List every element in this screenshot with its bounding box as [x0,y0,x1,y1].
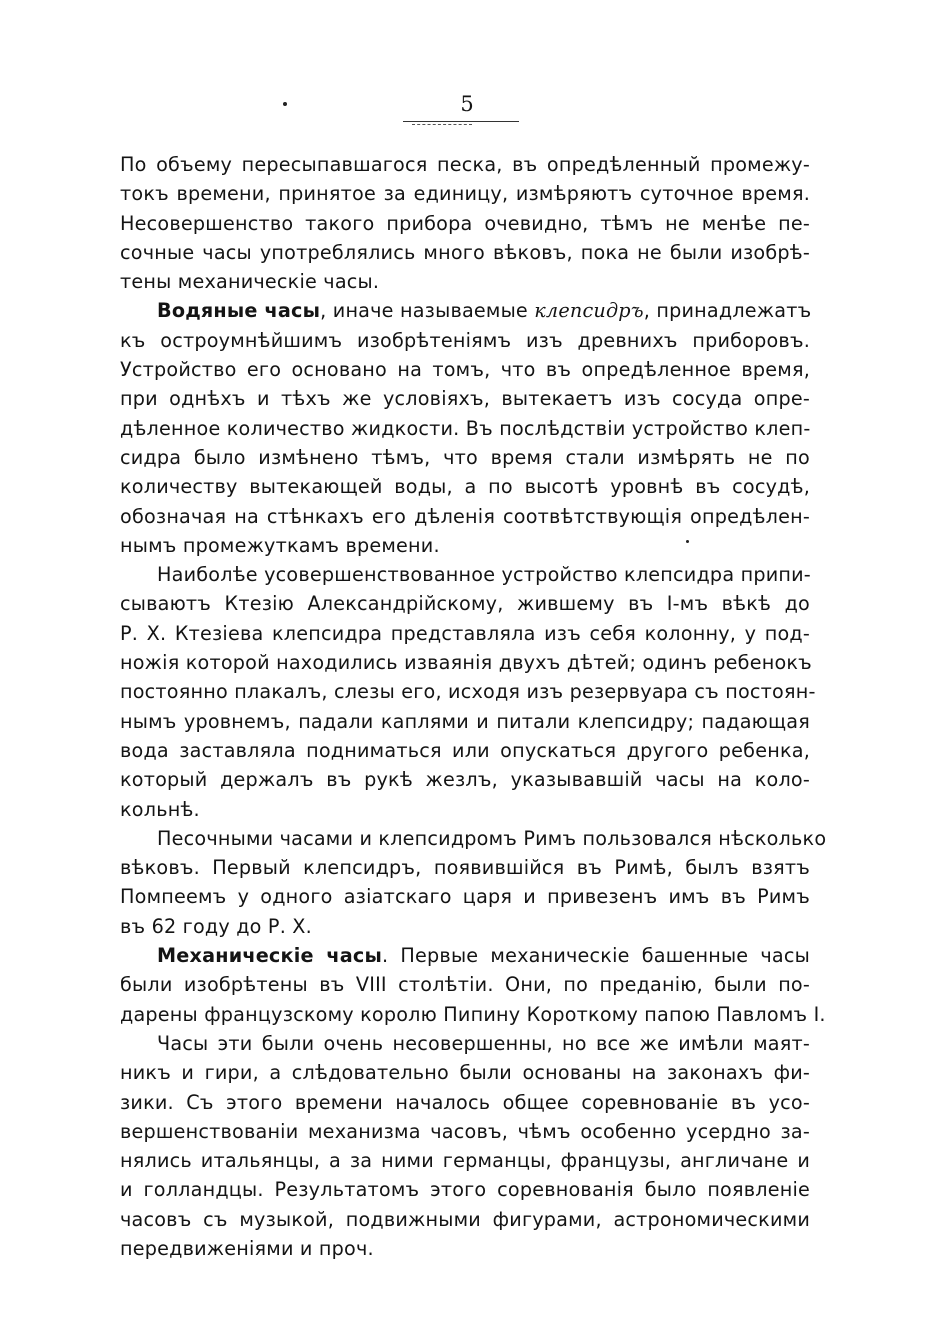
text-line: въ 62 году до Р. Х. [120,914,312,938]
text-line: сываютъ Ктезію Александрійскому, жившему въ I-мъ вѣкѣ до [120,592,810,616]
text-line: вода заставляла подниматься или опускаться другого ребенка, [120,738,810,762]
paragraph [120,296,810,560]
header-rule-dashed [412,124,472,125]
text-line: сидра было измѣнено тѣмъ, что время стали измѣрять не по [120,445,810,469]
text-line: кольнѣ. [120,797,200,821]
text-line: къ остроумнѣйшимъ изобрѣтеніямъ изъ древнихъ приборовъ. [120,328,810,352]
header-rule [403,121,519,122]
text-line: количеству вытекающей воды, а по высотѣ уровнѣ въ сосудѣ, [120,475,810,499]
text-line: Несовершенство такого прибора очевидно, тѣмъ не менѣе пе- [120,211,810,235]
text-line: постоянно плакалъ, слезы его, исходя изъ резервуара съ постоян- [120,680,816,704]
text-line: Песочными часами и клепсидромъ Римъ пользовался нѣсколько [157,826,827,850]
text-line: вѣковъ. Первый клепсидръ, появившійся въ Римѣ, былъ взятъ [120,856,810,880]
text-line: дарены французскому королю Пипину Короткому папою Павломъ I. [120,1002,826,1026]
text-line: вершенствованіи механизма часовъ, чѣмъ особенно усердно за- [120,1119,810,1143]
text-fragment: . Первые механическіе башенные часы [382,944,810,968]
text-line: токъ времени, принятое за единицу, измѣряютъ суточное время. [120,182,810,206]
italic-term: клепсидръ [534,299,644,323]
text-line: Помпеемъ у одного азіатскаго царя и привезенъ имъ въ Римъ [120,885,810,909]
page-number: 5 [460,92,474,116]
text-line [120,296,810,325]
paragraph [120,941,826,1029]
text-line: ножія которой находились изваянія двухъ дѣтей; одинъ ребенокъ [120,651,812,675]
ink-speck [283,102,287,106]
text-line: нымъ промежуткамъ времени. [120,533,440,557]
text-line: были изобрѣтены въ VIII столѣтіи. Они, по преданію, были по- [120,973,810,997]
text-fragment: , иначе называемые [320,299,535,323]
text-line: По объему пересыпавшагося песка, въ опредѣленный промежу- [120,153,810,176]
text-line: Устройство его основано на томъ, что въ опредѣленное время, [120,358,810,382]
text-fragment: , принадлежатъ [643,299,812,323]
text-line: Наиболѣе усовершенствованное устройство клепсидра припи- [157,563,811,587]
paragraph [120,1029,810,1263]
text-line: зики. Съ этого времени началось общее соревнованіе въ усо- [120,1090,810,1114]
text-line: нымъ уровнемъ, падали каплями и питали клепсидру; падающая [120,709,810,733]
section-heading: Водяные часы [157,299,321,323]
text-line: и голландцы. Результатомъ этого соревнованія было появленіе [120,1178,810,1202]
text-line: часовъ съ музыкой, подвижными фигурами, астрономическими [120,1207,810,1231]
paragraph [120,150,810,296]
paragraph [120,824,827,941]
text-line: Р. Х. Ктезіева клепсидра представляла изъ себя колонну, у под- [120,621,810,645]
text-line: при однѣхъ и тѣхъ же условіяхъ, вытекаетъ изъ сосуда опре- [120,387,810,411]
body-text [120,150,827,1263]
text-line: никъ и гири, а слѣдовательно были основаны на законахъ фи- [120,1061,810,1085]
section-heading: Механическіе часы [157,944,383,968]
paragraph [120,560,816,824]
text-line [120,941,810,970]
text-line: сочные часы употреблялись много вѣковъ, пока не были изобрѣ- [120,240,810,264]
text-line: который держалъ въ рукѣ жезлъ, указывавшій часы на коло- [120,768,810,792]
text-line: нялись итальянцы, а за ними германцы, французы, англичане и [120,1149,810,1173]
text-line: обозначая на стѣнкахъ его дѣленія соотвѣтствующія опредѣлен- [120,504,810,528]
text-line: передвиженіями и проч. [120,1236,374,1260]
text-line: тены механическіе часы. [120,270,380,294]
text-line: Часы эти были очень несовершенны, но все же имѣли маят- [157,1031,810,1055]
text-line: дѣленное количество жидкости. Въ послѣдствіи устройство клеп- [120,416,811,440]
